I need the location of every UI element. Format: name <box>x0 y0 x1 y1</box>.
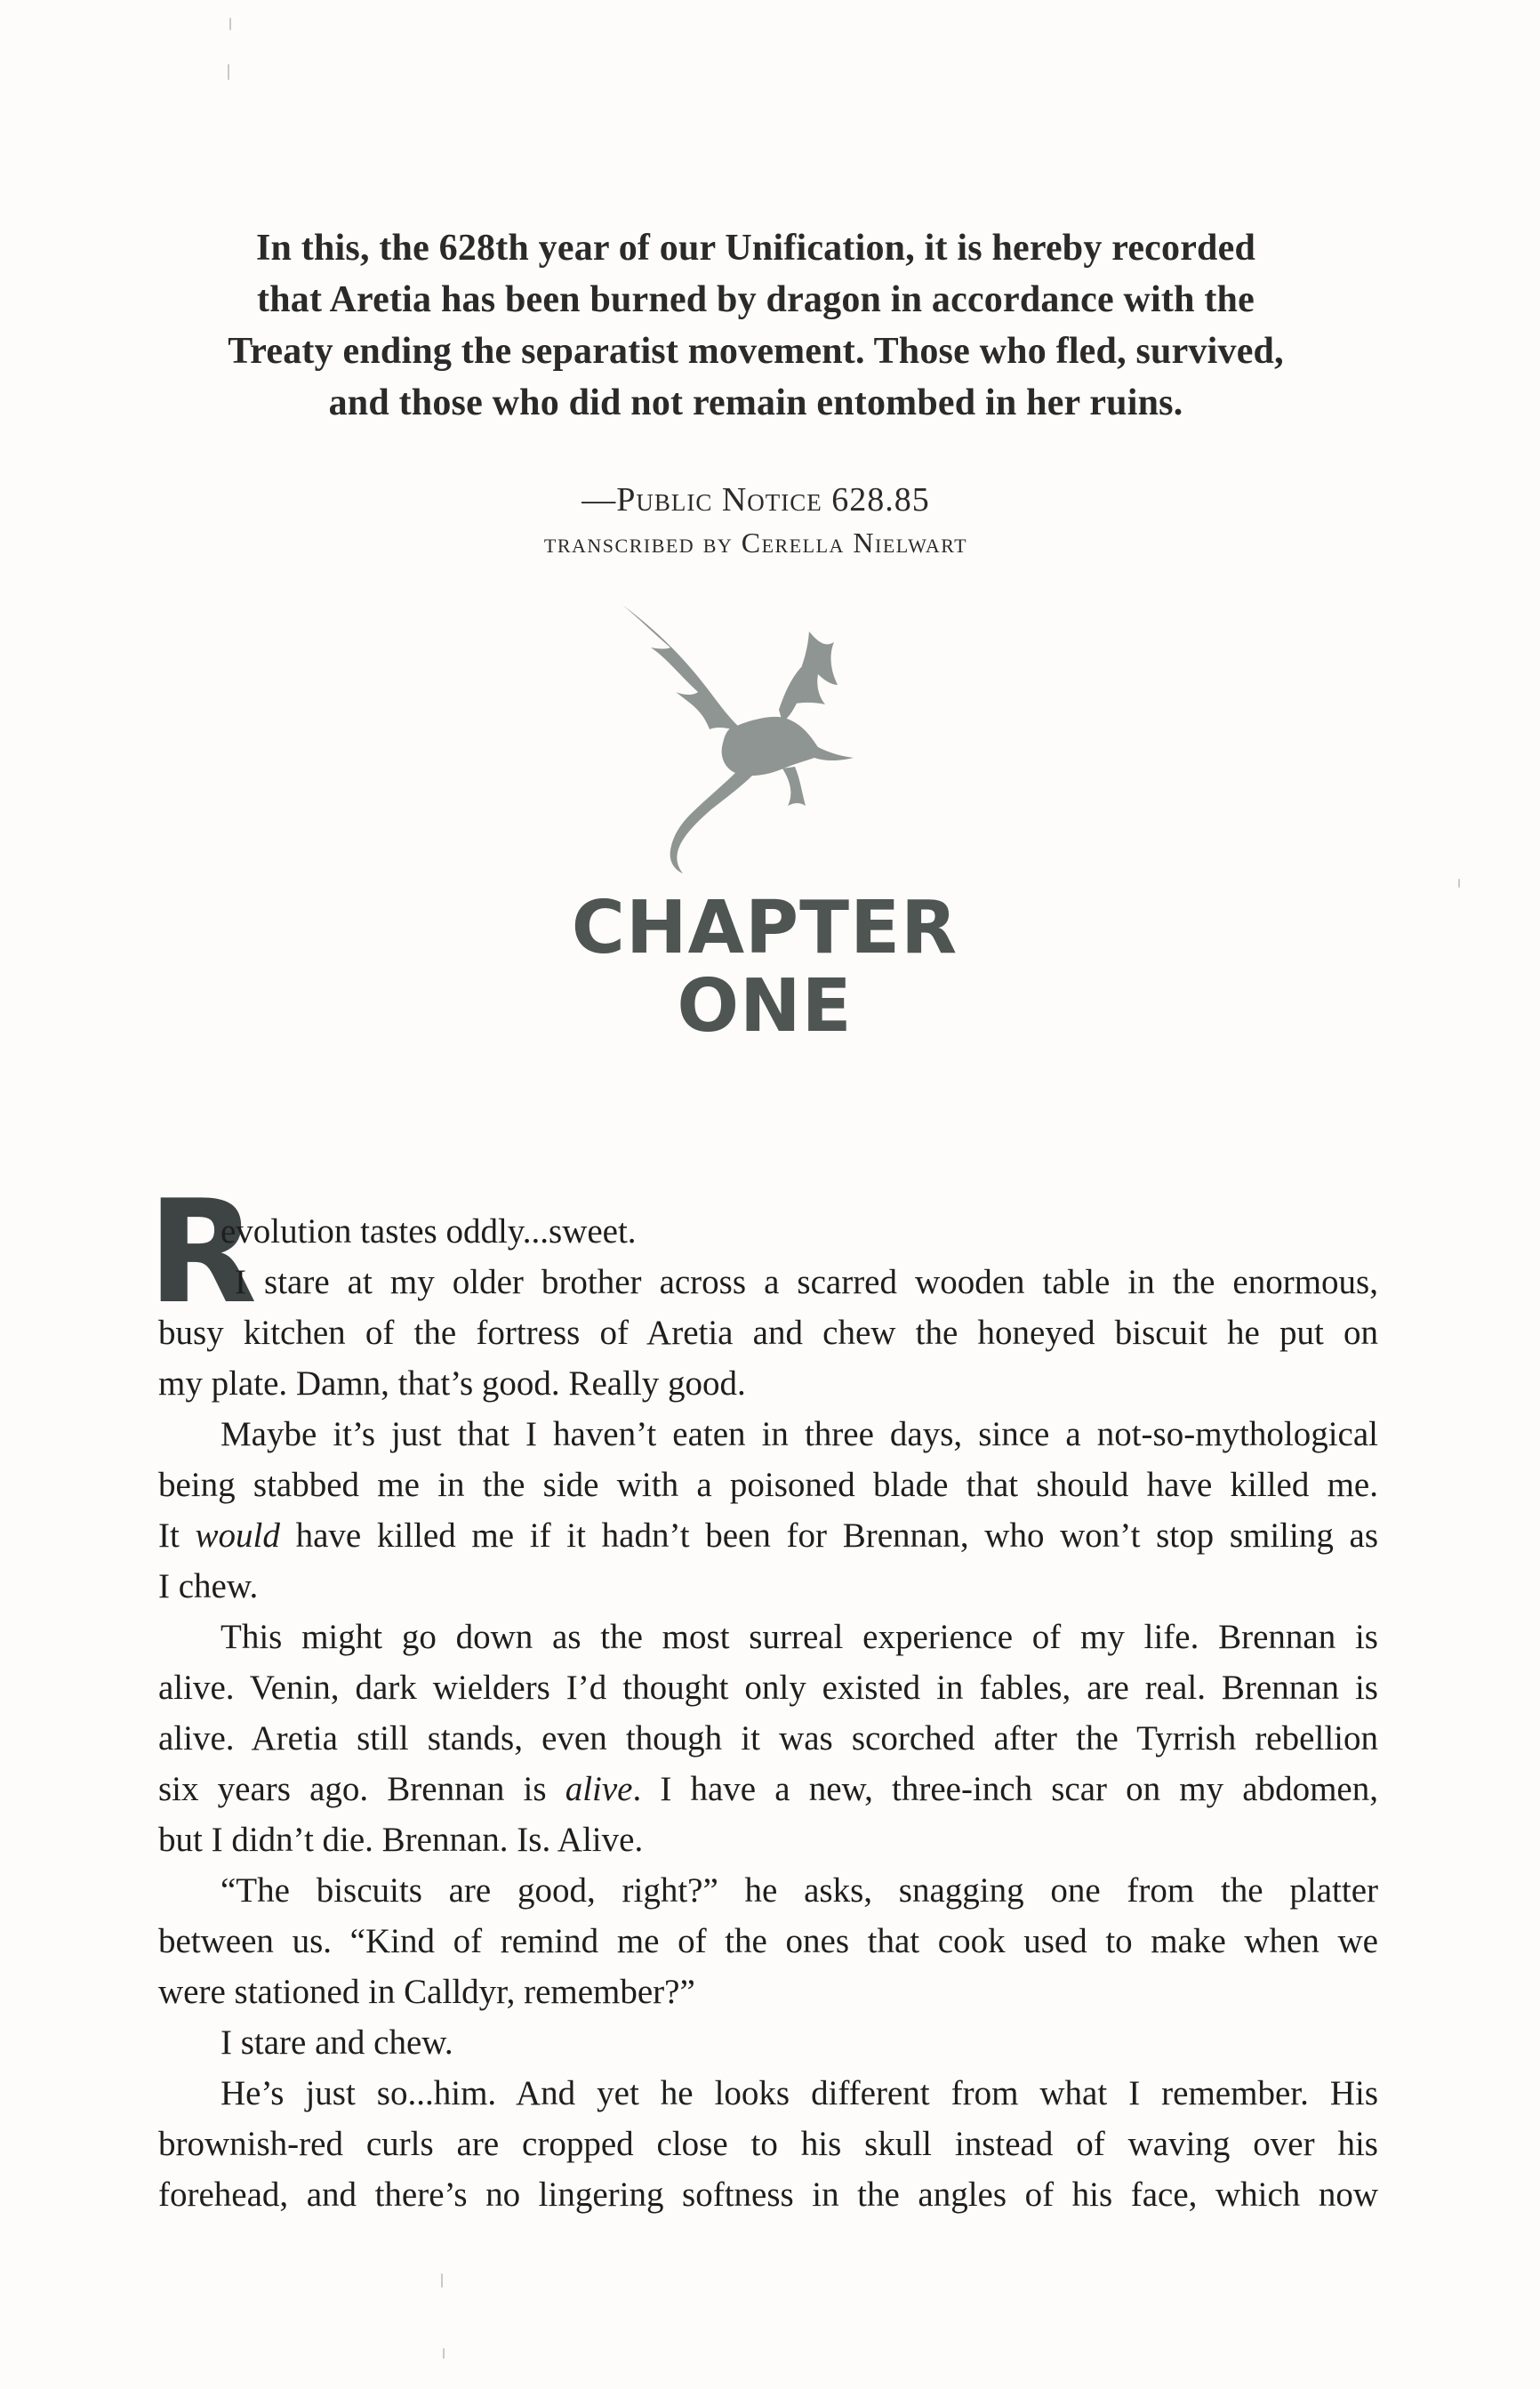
body-line: being stabbed me in the side with a poisoned blade that should have killed me. <box>158 1466 1378 1504</box>
body-line: I stare and chew. <box>221 2023 453 2062</box>
body-line: my plate. Damn, that’s good. Really good. <box>158 1364 746 1403</box>
body-text-fragment: It <box>158 1516 180 1555</box>
body-line <box>158 1510 1378 1561</box>
epigraph-attribution: —Public Notice 628.85 <box>582 481 930 519</box>
epigraph-line: In this, the 628th year of our Unification, it is hereby recorded <box>255 228 1256 269</box>
chapter-number: ONE <box>677 964 853 1049</box>
italic-emphasis: alive <box>565 1770 633 1808</box>
body-line: alive. Aretia still stands, even though it was scorched after the Tyrrish rebellion <box>158 1719 1378 1758</box>
scan-speck <box>1458 879 1460 888</box>
chapter-body <box>158 1206 1378 2220</box>
scan-speck <box>229 18 231 30</box>
body-line: “The biscuits are good, right?” he asks, snagging one from the platter <box>221 1871 1378 1910</box>
body-line: I stare at my older brother across a scarred wooden table in the enormous, <box>235 1263 1378 1301</box>
body-line: busy kitchen of the fortress of Aretia and chew the honeyed biscuit he put on <box>158 1314 1378 1352</box>
body-line: evolution tastes oddly...sweet. <box>221 1212 637 1251</box>
dragon-icon <box>605 596 907 881</box>
body-line: This might go down as the most surreal experience of my life. Brennan is <box>221 1618 1378 1656</box>
epigraph-line: Treaty ending the separatist movement. Those who fled, survived, <box>228 331 1284 372</box>
epigraph-line: and those who did not remain entombed in her ruins. <box>328 382 1183 423</box>
body-line: but I didn’t die. Brennan. Is. Alive. <box>158 1821 644 1859</box>
body-line: I chew. <box>158 1567 259 1605</box>
epigraph-transcriber: transcribed by Cerella Nielwart <box>543 527 968 559</box>
epigraph-line: that Aretia has been burned by dragon in accordance with the <box>257 279 1255 320</box>
body-line <box>158 1764 1378 1814</box>
chapter-label: CHAPTER <box>571 886 958 970</box>
italic-emphasis: would <box>195 1516 280 1555</box>
body-line: forehead, and there’s no lingering softness in the angles of his face, which now <box>158 2176 1378 2214</box>
body-line: He’s just so...him. And yet he looks different from what I remember. His <box>221 2074 1378 2112</box>
epigraph <box>178 222 1334 429</box>
scan-speck <box>441 2273 443 2288</box>
body-line: brownish-red curls are cropped close to his skull instead of waving over his <box>158 2125 1378 2163</box>
body-text-fragment: six years ago. Brennan is <box>158 1770 547 1808</box>
body-line: Maybe it’s just that I haven’t eaten in three days, since a not-so-mythological <box>221 1415 1378 1453</box>
chapter-heading <box>498 886 1031 1049</box>
scan-speck <box>228 64 229 80</box>
drop-cap: R <box>148 1169 258 1335</box>
body-line: between us. “Kind of remind me of the ones that cook used to make when we <box>158 1922 1378 1960</box>
body-text-fragment: . I have a new, three-inch scar on my abdomen, <box>632 1770 1378 1808</box>
scan-speck <box>443 2348 445 2359</box>
body-line: alive. Venin, dark wielders I’d thought only existed in fables, are real. Brennan is <box>158 1669 1378 1707</box>
body-line: were stationed in Calldyr, remember?” <box>158 1973 695 2011</box>
body-text-fragment: have killed me if it hadn’t been for Brennan, who won’t stop smiling as <box>295 1516 1379 1555</box>
